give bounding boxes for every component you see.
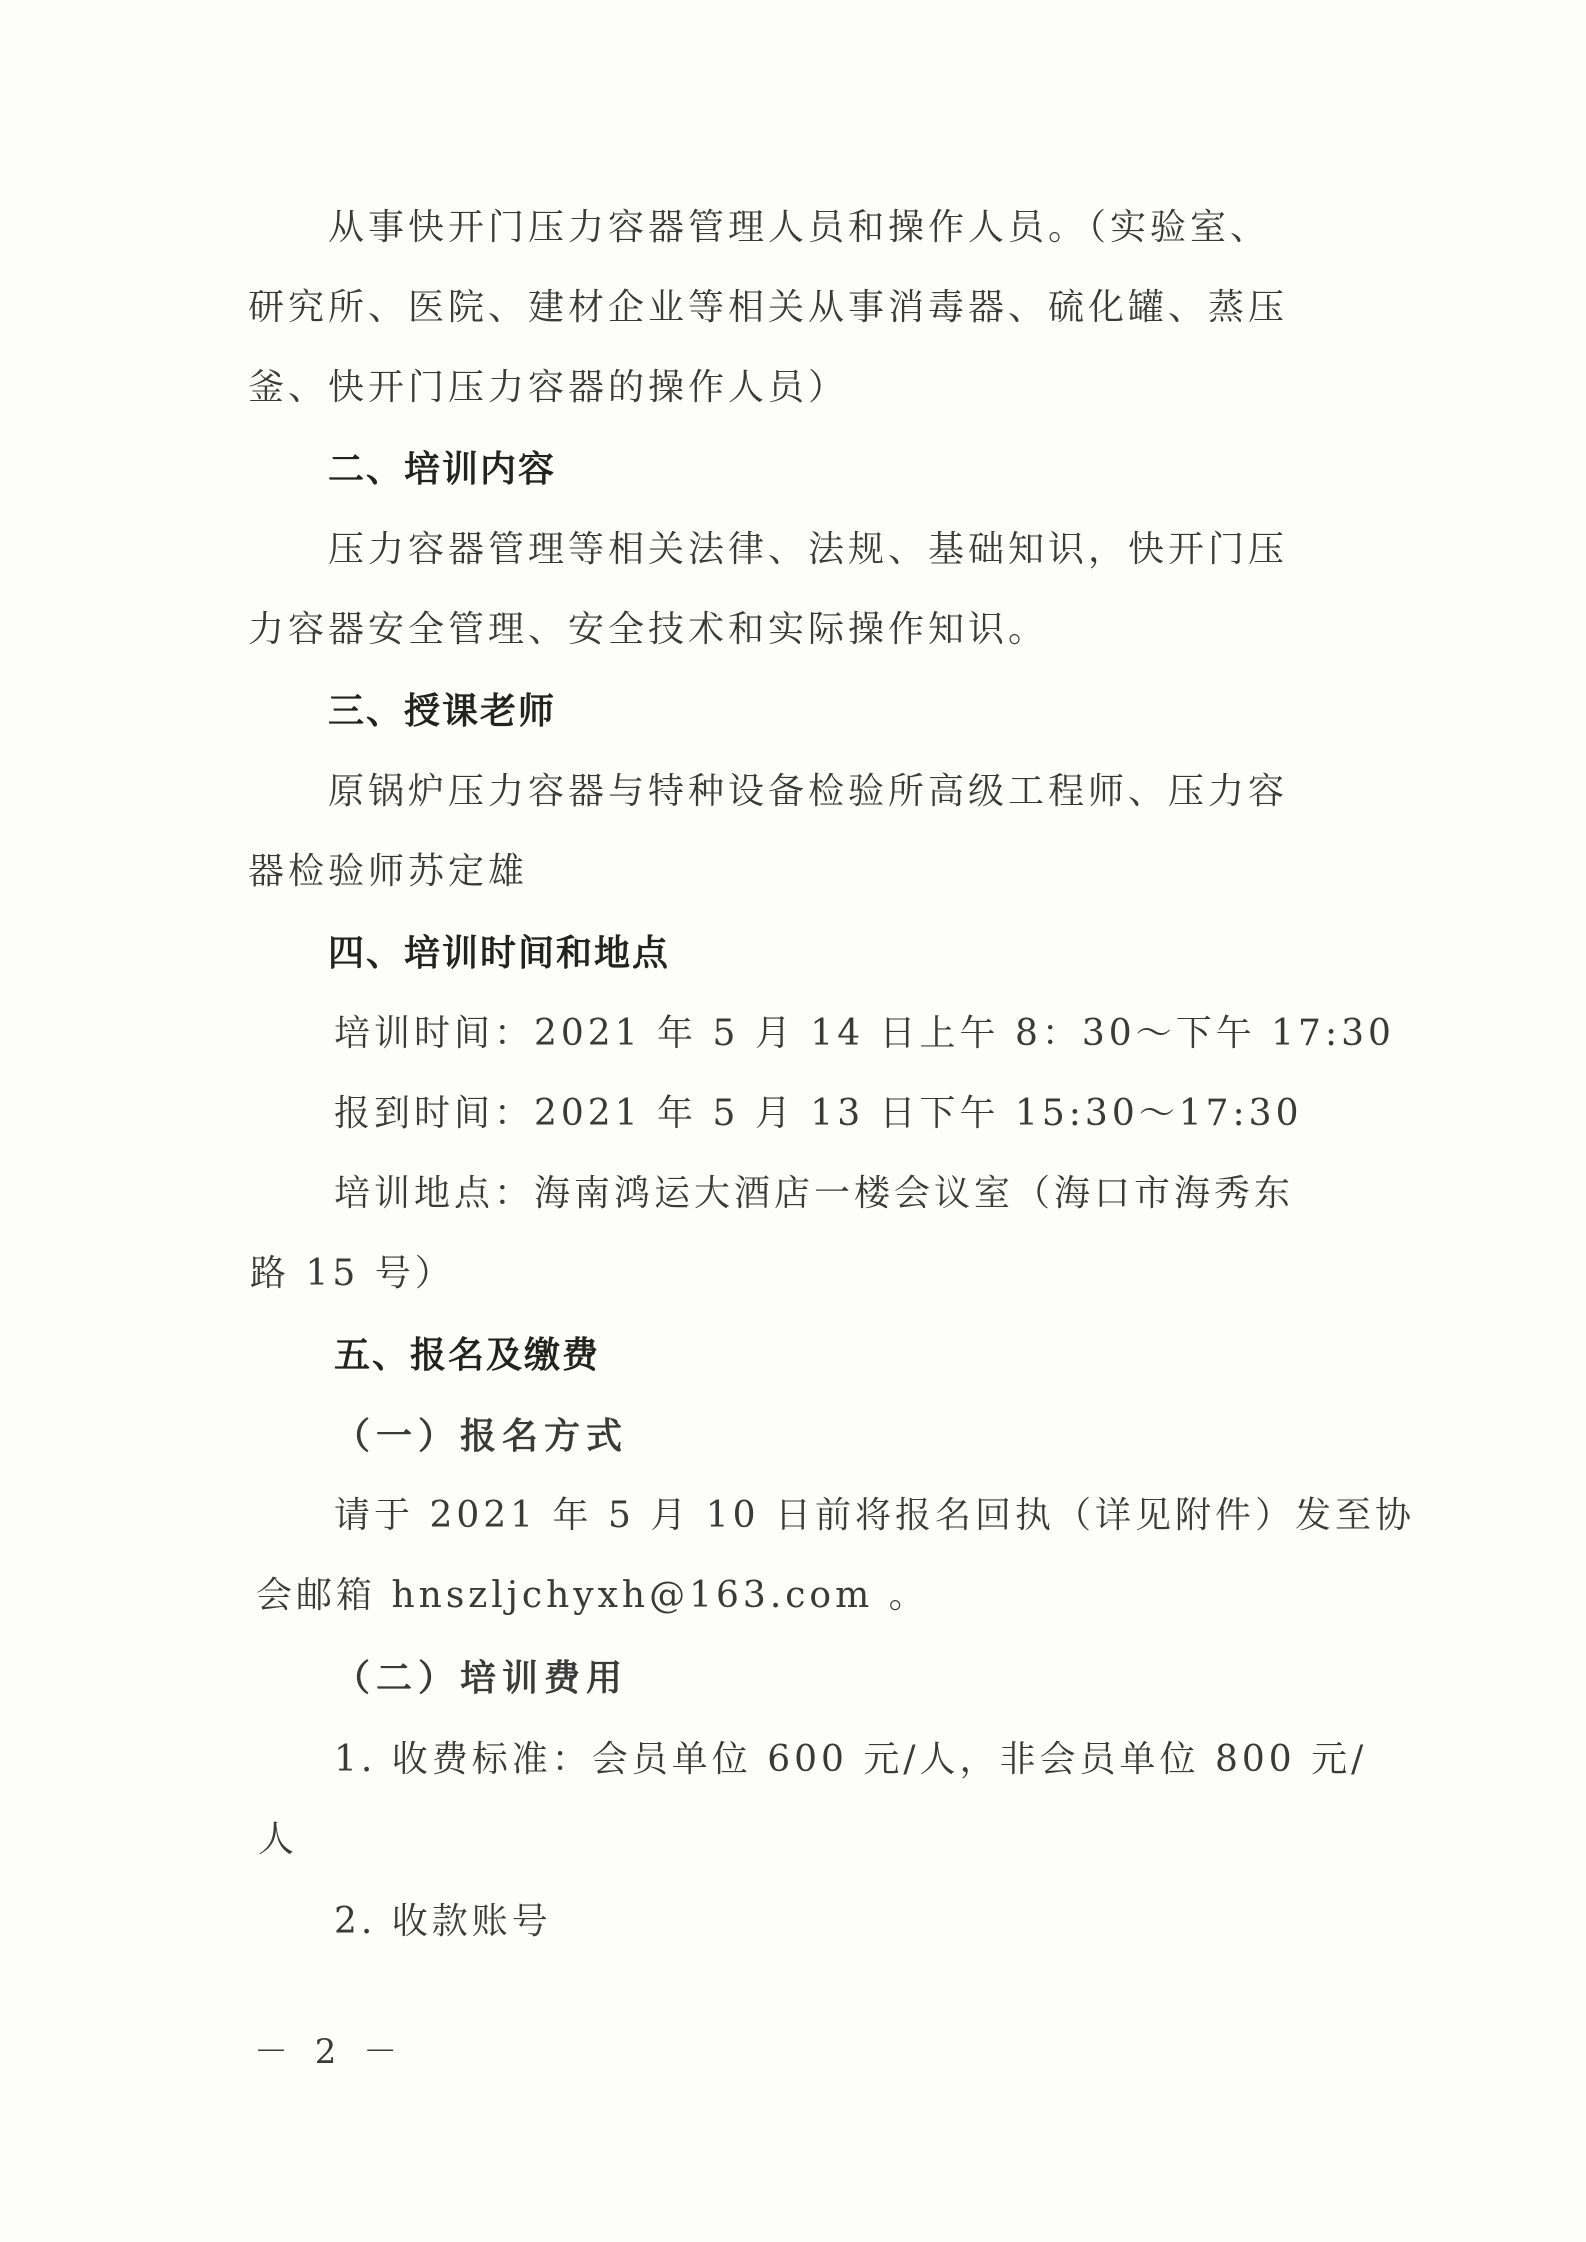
section-2-line-2: 力容器安全管理、安全技术和实际操作知识。 (248, 609, 1049, 650)
section-2-heading: 二、培训内容 (328, 449, 557, 490)
fee-standard-line-1: 1. 收费标准：会员单位 600 元/人，非会员单位 800 元/ (334, 1739, 1368, 1780)
registration-email-line: 会邮箱 hnszljchyxh@163.com 。 (256, 1575, 929, 1616)
section-5-heading: 五、报名及缴费 (334, 1335, 601, 1376)
training-fee-heading: （二）培训费用 (334, 1657, 629, 1699)
payment-account-label: 2. 收款账号 (334, 1901, 552, 1942)
registration-method-heading: （一）报名方式 (334, 1415, 629, 1457)
section-4-heading: 四、培训时间和地点 (328, 933, 671, 974)
training-time: 培训时间：2021 年 5 月 14 日上午 8：30～下午 17:30 (334, 1013, 1395, 1054)
section-2-line-1: 压力容器管理等相关法律、法规、基础知识，快开门压 (328, 529, 1289, 570)
fee-standard-line-2: 人 (258, 1819, 299, 1860)
section-3-heading: 三、授课老师 (328, 691, 557, 732)
participants-line-1: 从事快开门压力容器管理人员和操作人员。（实验室、 (328, 207, 1271, 248)
section-3-line-1: 原锅炉压力容器与特种设备检验所高级工程师、压力容 (328, 771, 1289, 812)
training-location-line-1: 培训地点：海南鸿运大酒店一楼会议室（海口市海秀东 (334, 1173, 1295, 1214)
page-number: － 2 － (254, 2032, 406, 2072)
participants-line-3: 釜、快开门压力容器的操作人员） (248, 367, 849, 408)
registration-line-1: 请于 2021 年 5 月 10 日前将报名回执（详见附件）发至协 (334, 1495, 1415, 1536)
training-location-line-2: 路 15 号） (250, 1253, 455, 1294)
participants-line-2: 研究所、医院、建材企业等相关从事消毒器、硫化罐、蒸压 (248, 287, 1289, 328)
checkin-time: 报到时间：2021 年 5 月 13 日下午 15:30～17:30 (334, 1093, 1303, 1134)
section-3-line-2: 器检验师苏定雄 (248, 851, 529, 892)
